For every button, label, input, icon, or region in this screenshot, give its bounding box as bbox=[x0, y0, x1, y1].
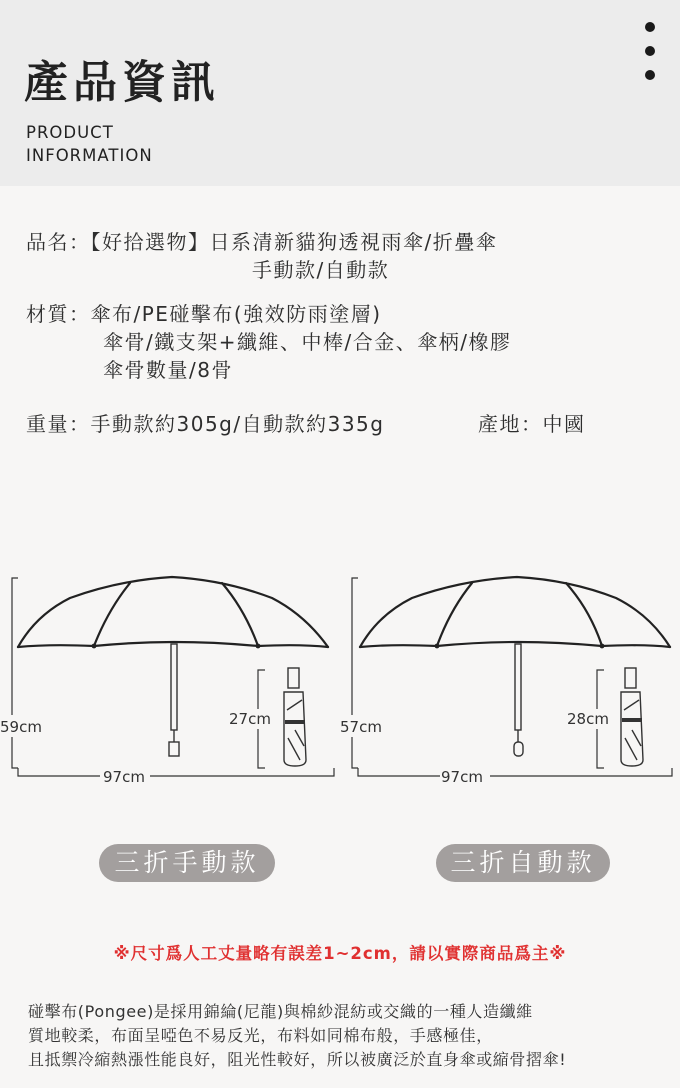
auto-width-label: 97cm bbox=[441, 768, 483, 786]
auto-model-badge: 三折自動款 bbox=[436, 844, 610, 882]
more-vertical-icon[interactable] bbox=[636, 22, 664, 84]
manual-folded-label: 27cm bbox=[229, 710, 271, 728]
manual-folded-umbrella bbox=[284, 692, 306, 766]
manual-height-label: 59cm bbox=[0, 718, 42, 736]
description-line-3: 且抵禦冷縮熱漲性能良好，阻光性較好，所以被廣泛於直身傘或縮骨摺傘! bbox=[28, 1050, 567, 1069]
manual-width-label: 97cm bbox=[103, 768, 145, 786]
product-material bbox=[26, 300, 511, 384]
auto-folded-umbrella bbox=[621, 692, 643, 766]
auto-handle bbox=[514, 742, 523, 756]
auto-umbrella-canopy bbox=[360, 577, 670, 647]
page-subtitle bbox=[26, 121, 153, 167]
manual-model-badge: 三折手動款 bbox=[99, 844, 275, 882]
subtitle-line-1: PRODUCT bbox=[26, 123, 114, 142]
product-origin: 產地：中國 bbox=[478, 412, 586, 436]
auto-shaft bbox=[515, 644, 521, 730]
auto-height-label: 57cm bbox=[340, 718, 382, 736]
manual-shaft bbox=[171, 644, 177, 730]
manual-umbrella-canopy bbox=[18, 577, 328, 647]
description-line-1: 碰擊布(Pongee)是採用錦綸(尼龍)與棉紗混紡或交織的一種人造纖維 bbox=[28, 1002, 533, 1021]
umbrella-size-diagram bbox=[0, 570, 680, 790]
subtitle-line-2: INFORMATION bbox=[26, 146, 153, 165]
auto-folded-label: 28cm bbox=[567, 710, 609, 728]
manual-handle bbox=[169, 742, 179, 756]
product-weight: 重量：手動款約305g/自動款約335g bbox=[26, 412, 385, 436]
fabric-description bbox=[28, 1000, 673, 1072]
material-line-3: 傘骨數量/8骨 bbox=[103, 358, 233, 382]
material-line-2: 傘骨/鐵支架+纖維、中棒/合金、傘柄/橡膠 bbox=[103, 330, 512, 354]
header bbox=[0, 0, 680, 186]
product-name bbox=[26, 228, 497, 284]
product-name-line-1: 品名：【好拾選物】日系清新貓狗透視雨傘/折疊傘 bbox=[26, 230, 498, 254]
material-line-1: 材質：傘布/PE碰擊布(強效防雨塗層) bbox=[26, 302, 382, 326]
product-name-line-2: 手動款/自動款 bbox=[252, 258, 390, 282]
page-title: 產品資訊 bbox=[24, 57, 220, 108]
size-disclaimer: ※尺寸爲人工丈量略有誤差1~2cm，請以實際商品爲主※ bbox=[113, 944, 567, 963]
description-line-2: 質地較柔，布面呈啞色不易反光，布料如同棉布般，手感極佳， bbox=[28, 1026, 493, 1045]
